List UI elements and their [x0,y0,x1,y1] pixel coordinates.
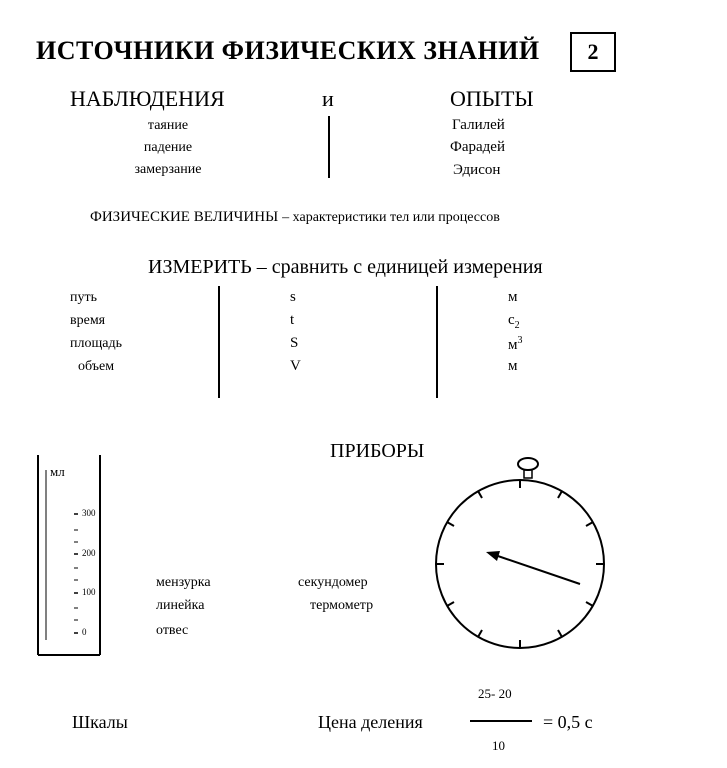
division-result: = 0,5 с [543,712,593,732]
instrument-item: секундомер [298,575,368,590]
table-row-symbol: S [290,335,299,351]
instrument-item: термометр [310,598,374,613]
table-row-name: путь [70,290,97,305]
instrument-item: линейка [156,598,205,613]
table-row-name: время [70,313,106,328]
table-row-symbol: s [290,289,296,305]
quantities-line [90,208,500,226]
experiments-heading: ОПЫТЫ [450,86,534,111]
cylinder-tick-label: 100 [82,587,96,597]
experiment-item: Эдисон [453,162,501,178]
table-divider-2 [436,286,438,398]
unit-subscript: 2 [514,320,520,331]
conjunction-text: и [322,86,334,111]
cylinder-tick-label: 200 [82,548,96,558]
page-title: ИСТОЧНИКИ ФИЗИЧЕСКИХ ЗНАНИЙ [36,36,540,65]
cylinder-unit-label: мл [50,464,65,479]
quantities-term: ФИЗИЧЕСКИЕ ВЕЛИЧИНЫ [90,209,279,225]
quantities-definition: – характеристики тел или процессов [282,210,500,225]
page-number: 2 [587,39,599,64]
experiment-item: Фарадей [450,139,505,155]
table-row-unit [508,358,518,375]
instrument-item: мензурка [156,575,211,590]
measure-line [148,256,543,279]
division-label: Цена деления [318,712,423,732]
table-row-unit [508,335,523,354]
fraction-denominator: 10 [492,738,505,753]
observation-item: замерзание [134,162,202,177]
table-row-unit [508,312,520,331]
measure-definition: – сравнить с единицей измерения [256,256,543,278]
table-row-name: площадь [70,336,122,351]
stopwatch-icon [420,452,620,657]
measuring-cylinder-icon [30,450,110,665]
scales-label: Шкалы [72,712,128,732]
cylinder-tick-label: 300 [82,508,96,518]
table-row-symbol: V [290,358,301,374]
experiment-item: Галилей [452,117,505,133]
page-number-box [570,32,616,72]
instruments-heading: ПРИБОРЫ [330,440,425,462]
sources-divider [328,116,330,178]
table-row-name: объем [78,359,115,374]
observations-heading: НАБЛЮДЕНИЯ [70,86,225,111]
fraction-bar [470,720,532,722]
table-row-symbol: t [290,312,295,328]
table-row-unit [508,289,518,306]
observation-item: падение [143,140,193,155]
unit-text: с [508,312,515,328]
unit-superscript: 3 [517,335,523,346]
instrument-item: отвес [156,623,189,638]
unit-text: м [508,337,518,353]
observation-item: таяние [147,118,189,133]
table-divider-1 [218,286,220,398]
measure-term: ИЗМЕРИТЬ [148,256,252,278]
cylinder-tick-label: 0 [82,627,87,637]
unit-text: м [508,289,518,305]
fraction-numerator: 25- 20 [478,686,512,701]
unit-text: м [508,358,518,374]
